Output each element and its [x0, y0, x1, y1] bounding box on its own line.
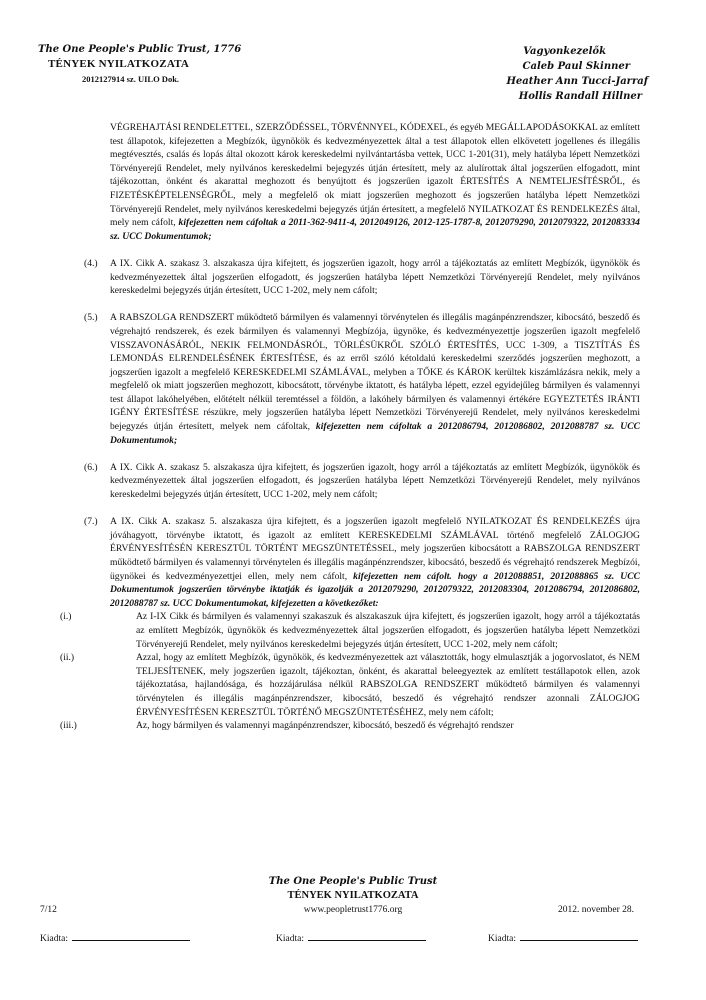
page-number: 7/12 — [40, 905, 57, 915]
signature-line — [308, 932, 426, 941]
paragraph-emphasis: kifejezetten nem cáfoltak a 2012086794, 2012086802, 2012088787 sz. UCC Dokumentumok; — [110, 421, 641, 446]
paragraph-text: A IX. Cikk A. szakasz 3. alszakasza újra kifejtett, és jogszerűen igazolt, hogy arról a tájékoztatás az említett Megbízók, ügynökök és kedvezményezettek által jogszerűen elfogadott, és jogszerűen hatályba lépett Nemzetközi Törvényerejű Rendelet, mely nyilvános kereskedelmi bejegyzés útján értesített, UCC 1-202, mely nem cáfolt; — [110, 257, 640, 297]
footer-website: www.peopletrust1776.org — [303, 905, 403, 915]
issued-label: Kiadta: — [488, 934, 516, 944]
issued-by-field-2 — [276, 932, 426, 944]
paragraph-6 — [84, 461, 640, 502]
paragraph-text: A IX. Cikk A. szakasz 5. alszakasza újra kifejtett, és a jogszerűen igazolt megfelelő NYILATKOZAT ÉS RENDELKEZÉS újra jóváhagyott, törvénybe iktatott, és igazolt az említett KERESKEDELMI SZÁMLÁVAL történő megfelelő ZÁLOGJOG ÉRVÉNYESÍTÉSÉN KERESZTÜL TÖRTÉNT MEGSZÜNTETÉSSEL, mely jogszerűen kibocsátott a RABSZOLGA RENDSZERT működtető bármilyen és valamennyi törvénytelen és illegális magánpénzrendszer, kibocsátó, beszedő és végrehajtó rendszerek Megbízói, ügynökei és kedvezményezettjei ellen, mely nem cáfolt, — [110, 516, 640, 582]
sub-item-iii — [60, 719, 640, 733]
trustees-block — [448, 44, 648, 104]
paragraph-number: (5.) — [84, 312, 98, 324]
paragraph-4 — [84, 257, 640, 298]
paragraph-number: (4.) — [84, 257, 98, 269]
document-reference: 2012127914 sz. UILO Dok. — [82, 74, 180, 84]
paragraph-7 — [60, 515, 641, 733]
sub-item-text: Az I-IX Cikk és bármilyen és valamennyi szakaszuk és alszakaszuk újra kifejtett, és jogszerűen igazolt, hogy arról a tájékoztatás az említett Megbízók, ügynökök és kedvezményezettek által jogszerűen elfogadott, és jogszerűen hatályba lépett Nemzetközi Törvényerejű Rendelet, mely nyilvános kereskedelmi bejegyzés útján értesített, UCC 1-202, mely nem cáfolt; — [136, 611, 640, 650]
issued-by-field-1 — [40, 932, 190, 944]
sub-item-number: (iii.) — [60, 720, 77, 732]
document-body — [60, 121, 641, 733]
trustees-title: Vagyonkezelők — [523, 46, 606, 57]
paragraph-emphasis: kifejezetten nem cáfoltak a 2011-362-9411-4, 2012049126, 2012-125-1787-8, 2012079290, 2012079322, 2012083334 sz. UCC Dokumentumok; — [110, 217, 640, 242]
issued-label: Kiadta: — [276, 934, 304, 944]
sub-item-i — [60, 610, 640, 651]
paragraph-text: VÉGREHAJTÁSI RENDELETTEL, SZERZŐDÉSSEL, TÖRVÉNNYEL, KÓDEXEL, és egyéb MEGÁLLAPODÁSOKKAL az említett test állapotok, kifejezetten a Megbízók, ügynökök és kedvezményezettek által a test állapotok ellen elkövetett jogellenes és illegális megtévesztés, csalás és lopás által okozott károk kereskedelmi nyilvántartásba vettek, UCC 1-201(31), mely hatályba lépett Nemzetközi Törvényerejű Rendelet, mely nyilvános kereskedelmi bejegyzés útján értesített, mely az alulírottak által jogszerűen elfogadott, mint tájékozottan, önként és akarattal meghozott és benyújtott és jogszerűen igazolt ÉRTESÍTÉS A NEMTELJESÍTÉSRŐL, és FIZETÉSKÉPTELENSÉGRŐL, mely a megfelelő ok miatt jogszerűen meghozott és jogszerűen hatályba lépett Nemzetközi Törvényerejű Rendelet, mely nyilvános kereskedelmi bejegyzés útján értesített, a megfelelő NYILATKOZAT ÉS RENDELKEZÉS által, mely nem cáfolt, — [110, 122, 640, 229]
sub-item-text: Az, hogy bármilyen és valamennyi magánpénzrendszer, kibocsátó, beszedő és végrehajtó rendszer — [136, 720, 514, 732]
sub-item-number: (i.) — [60, 611, 72, 623]
trust-name-header: The One People's Public Trust, 1776 — [38, 44, 242, 55]
trustee-name: Hollis Randall Hillner — [518, 91, 642, 102]
paragraph-number: (7.) — [84, 516, 98, 528]
paragraph-number: (6.) — [84, 461, 98, 473]
issued-by-field-3 — [488, 932, 638, 944]
signature-line — [72, 932, 190, 941]
signature-line — [520, 932, 638, 941]
trustee-name: Heather Ann Tucci-Jarraf — [506, 76, 648, 87]
paragraph-text: A RABSZOLGA RENDSZERT működtető bármilyen és valamennyi törvénytelen és illegális magánpénzrendszer, kibocsátó, beszedő és végrehajtó rendszerek, és ezek bármilyen és valamennyi Megbízója, ügynöke, és kedvezményezettje jogszerűen igazolt megfelelő VISSZAVONÁSÁRÓL, NEKIK FELMONDÁSRÓL, TÖRLÉSÜKRŐL SZÓLÓ ÉRTESÍTÉS, UCC 1-309, a TISZTÍTÁS ÉS LEMONDÁS ELRENDELÉSÉNEK ÉRTESÍTÉSE, és az erről szóló kétoldalú kereskedelmi szerződés jogszerűen meghozott, a jogszerűen igazolt a megfelelő KERESKEDELMI SZÁMLÁVAL, melyben a TŐKE és KÁROK kerültek kiszámlázásra nekik, mely a megfelelő ok miatt jogszerűen meghozott, kibocsátott, törvénybe iktatott, és hatályba lépett, ezzel egyidejűleg bármilyen és valamennyi test állapot lakóhelyében, előtételt nélkül teremtéssel a földön, a lakóhely bármilyen és valamennyi értékére EGYEZTETÉS IRÁNTI IGÉNY ÉRTESÍTÉSE részükre, mely jogszerűen hatályba lépett Nemzetközi Törvényerejű Rendelet, mely nyilvános kereskedelmi bejegyzés útján értesített, melyek nem cáfoltak, — [110, 312, 640, 433]
sub-item-number: (ii.) — [60, 652, 75, 664]
paragraph-text: A IX. Cikk A. szakasz 5. alszakasza újra kifejtett, és jogszerűen igazolt, hogy arról a tájékoztatás az említett Megbízók, ügynökök és kedvezményezettek által jogszerűen elfogadott, és jogszerűen hatályba lépett Nemzetközi Törvényerejű Rendelet, mely nyilvános kereskedelmi bejegyzés útján értesített, UCC 1-202, mely nem cáfolt; — [110, 461, 640, 501]
footer-trust-name: The One People's Public Trust — [268, 876, 438, 887]
footer-date: 2012. november 28. — [558, 905, 634, 915]
paragraph-5 — [84, 311, 640, 447]
document-title: TÉNYEK NYILATKOZATA — [48, 58, 190, 70]
issued-label: Kiadta: — [40, 934, 68, 944]
sub-item-ii — [60, 651, 640, 719]
paragraph-emphasis: kifejezetten nem cáfolt. hogy a 2012088851, 2012088865 sz. UCC Dokumentumok jogszerűen törvénybe iktatják és igazolják a 2012079290, 2012079322, 2012083304, 2012086794, 2012086802, 2012088787 sz. UCC Dokumentumokat, kifejezetten a következőket: — [110, 570, 641, 609]
trustee-name: Caleb Paul Skinner — [522, 61, 630, 72]
paragraph-continued — [84, 121, 640, 243]
sub-item-text: Azzal, hogy az említett Megbízók, ügynökök, és kedvezményezettek azt választották, hogy elmulasztják a jogorvoslatot, és NEM TELJESÍTENEK, mely jogszerűen igazolt, tájékoztan, önként, és akarattal beleegyeztek az említett testállapotok ellen, azok tájékoztatása, hajlandósága, és hozzájárulása nélkül RABSZOLGA RENDSZERT működtető bármilyen és valamennyi törvénytelen és illegális magánpénzrendszer, kibocsátó, beszedő és végrehajtó rendszer azonnali ZÁLOGJOG ÉRVÉNYESÍTÉSEN KERESZTÜL TÖRTÉNŐ MEGSZÜNTETÉSÉHEZ, mely nem cáfolt; — [136, 652, 640, 718]
footer-doc-title: TÉNYEK NYILATKOZATA — [287, 890, 419, 901]
